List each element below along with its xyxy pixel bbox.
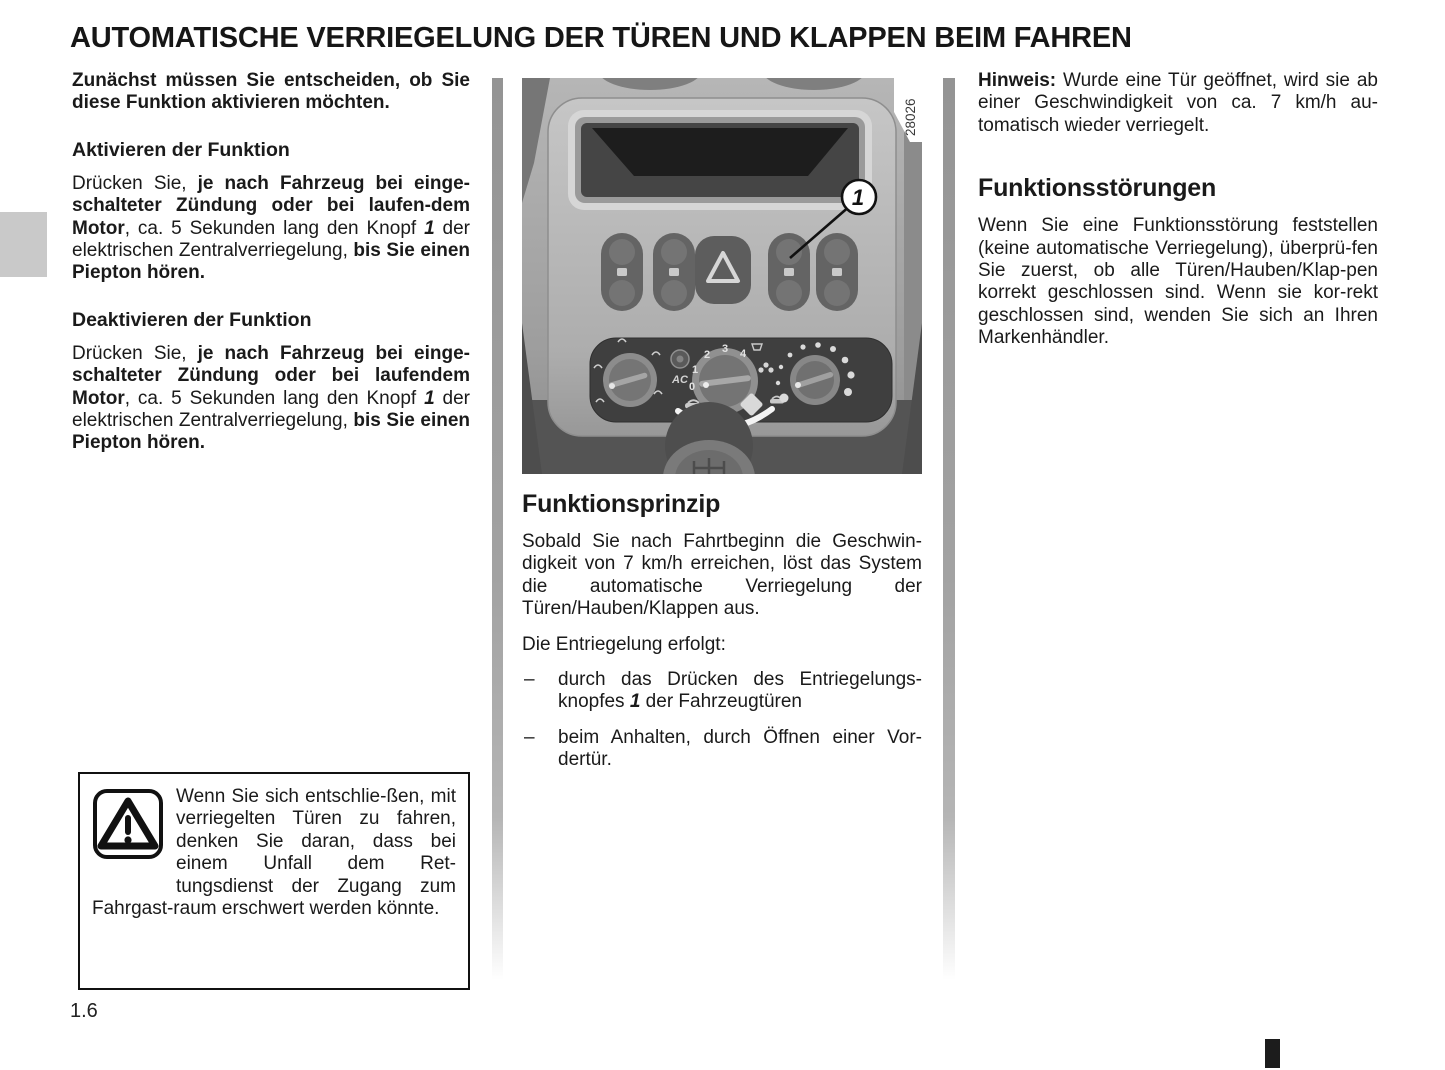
unlock-list-item [522,727,922,772]
door-lock-icon [832,268,842,276]
page-number: 1.6 [70,1000,98,1022]
activate-heading: Aktivieren der Funktion [72,138,290,161]
malfunction-heading: Funktionsstörungen [978,174,1217,203]
list-dash: – [524,669,535,691]
note-paragraph: Hinweis: Wurde eine Tür geöffnet, wird sie ab einer Geschwindigkeit von ca. 7 km/h au-tomatisch wieder verriegelt. [978,70,1378,136]
window-switch-icon [617,268,627,276]
principle-heading: Funktionsprinzip [522,490,721,518]
fan-position-3: 3 [721,343,729,355]
ac-label: AC [672,374,688,386]
fan-position-2: 2 [703,349,711,361]
warning-box [78,772,470,990]
principle-paragraph: Sobald Sie nach Fahrtbeginn die Geschwin-digkeit von 7 km/h erreichen, löst das System die automatische Verriegelung der Türen/Hauben/Klappen aus. [522,531,922,620]
fan-position-1: 1 [691,364,699,376]
warning-triangle-icon [92,788,164,860]
window-switch-icon [669,268,679,276]
deactivate-paragraph: Drücken Sie, je nach Fahrzeug bei einge-schalteter Zündung oder bei laufendem Motor, ca. 5 Sekunden lang den Knopf 1 der elektrischen Zentralverriegelung, bis Sie einen Piepton hören. [72,342,471,454]
list-item-text: beim Anhalten, durch Öffnen einer Vor-dertür. [558,726,922,771]
center-console-illustration [522,78,922,474]
left-column [72,70,470,468]
door-lock-icon [784,268,794,276]
unlock-intro-paragraph: Die Entriegelung erfolgt: [522,633,726,655]
deactivate-heading: Deaktivieren der Funktion [72,308,312,331]
fan-position-0: 0 [688,381,696,393]
column-separator-left [492,78,503,980]
climate-control-panel [590,338,892,427]
malfunction-paragraph: Wenn Sie eine Funktionsstörung feststellen (keine automatische Verriegelung), überprü-fen Sie zuerst, ob alle Türen/Hauben/Klap-pen korrekt geschlossen sind. Wenn sie kor-rekt geschlossen sind, wenden Sie sich an Ihren Markenhändler. [978,215,1378,349]
display-screen [592,128,848,176]
unlock-list-item [522,669,922,714]
callout-number: 1 [851,185,865,210]
intro-paragraph: Zunächst müssen Sie entscheiden, ob Sie diese Funktion aktivieren möchten. [72,70,470,114]
print-marker [1265,1039,1280,1068]
middle-column [522,70,922,785]
figure-code: 28026 [903,98,918,136]
page-title: AUTOMATISCHE VERRIEGELUNG DER TÜREN UND KLAPPEN BEIM FAHREN [70,22,1132,54]
hazard-warning-button [695,236,751,304]
list-dash: – [524,726,535,748]
chapter-tab-marker [0,212,47,277]
column-separator-right [943,78,955,980]
fan-position-4: 4 [739,348,747,360]
list-item-text: durch das Drücken des Entriegelungs-knopfes 1 der Fahrzeugtüren [558,669,922,713]
warning-text: Wenn Sie sich entschlie-ßen, mit verriegelten Türen zu fahren, denken Sie daran, dass bei einem Unfall dem Ret-tungsdienst der Zugang zum Fahrgast-raum erschwert werden könnte. [92,786,456,920]
right-column [978,70,1378,363]
center-console-figure [522,78,922,474]
activate-paragraph: Drücken Sie, je nach Fahrzeug bei einge-schalteter Zündung oder bei laufen-dem Motor, ca. 5 Sekunden lang den Knopf 1 der elektrischen Zentralverriegelung, bis Sie einen Piepton hören. [72,172,471,284]
